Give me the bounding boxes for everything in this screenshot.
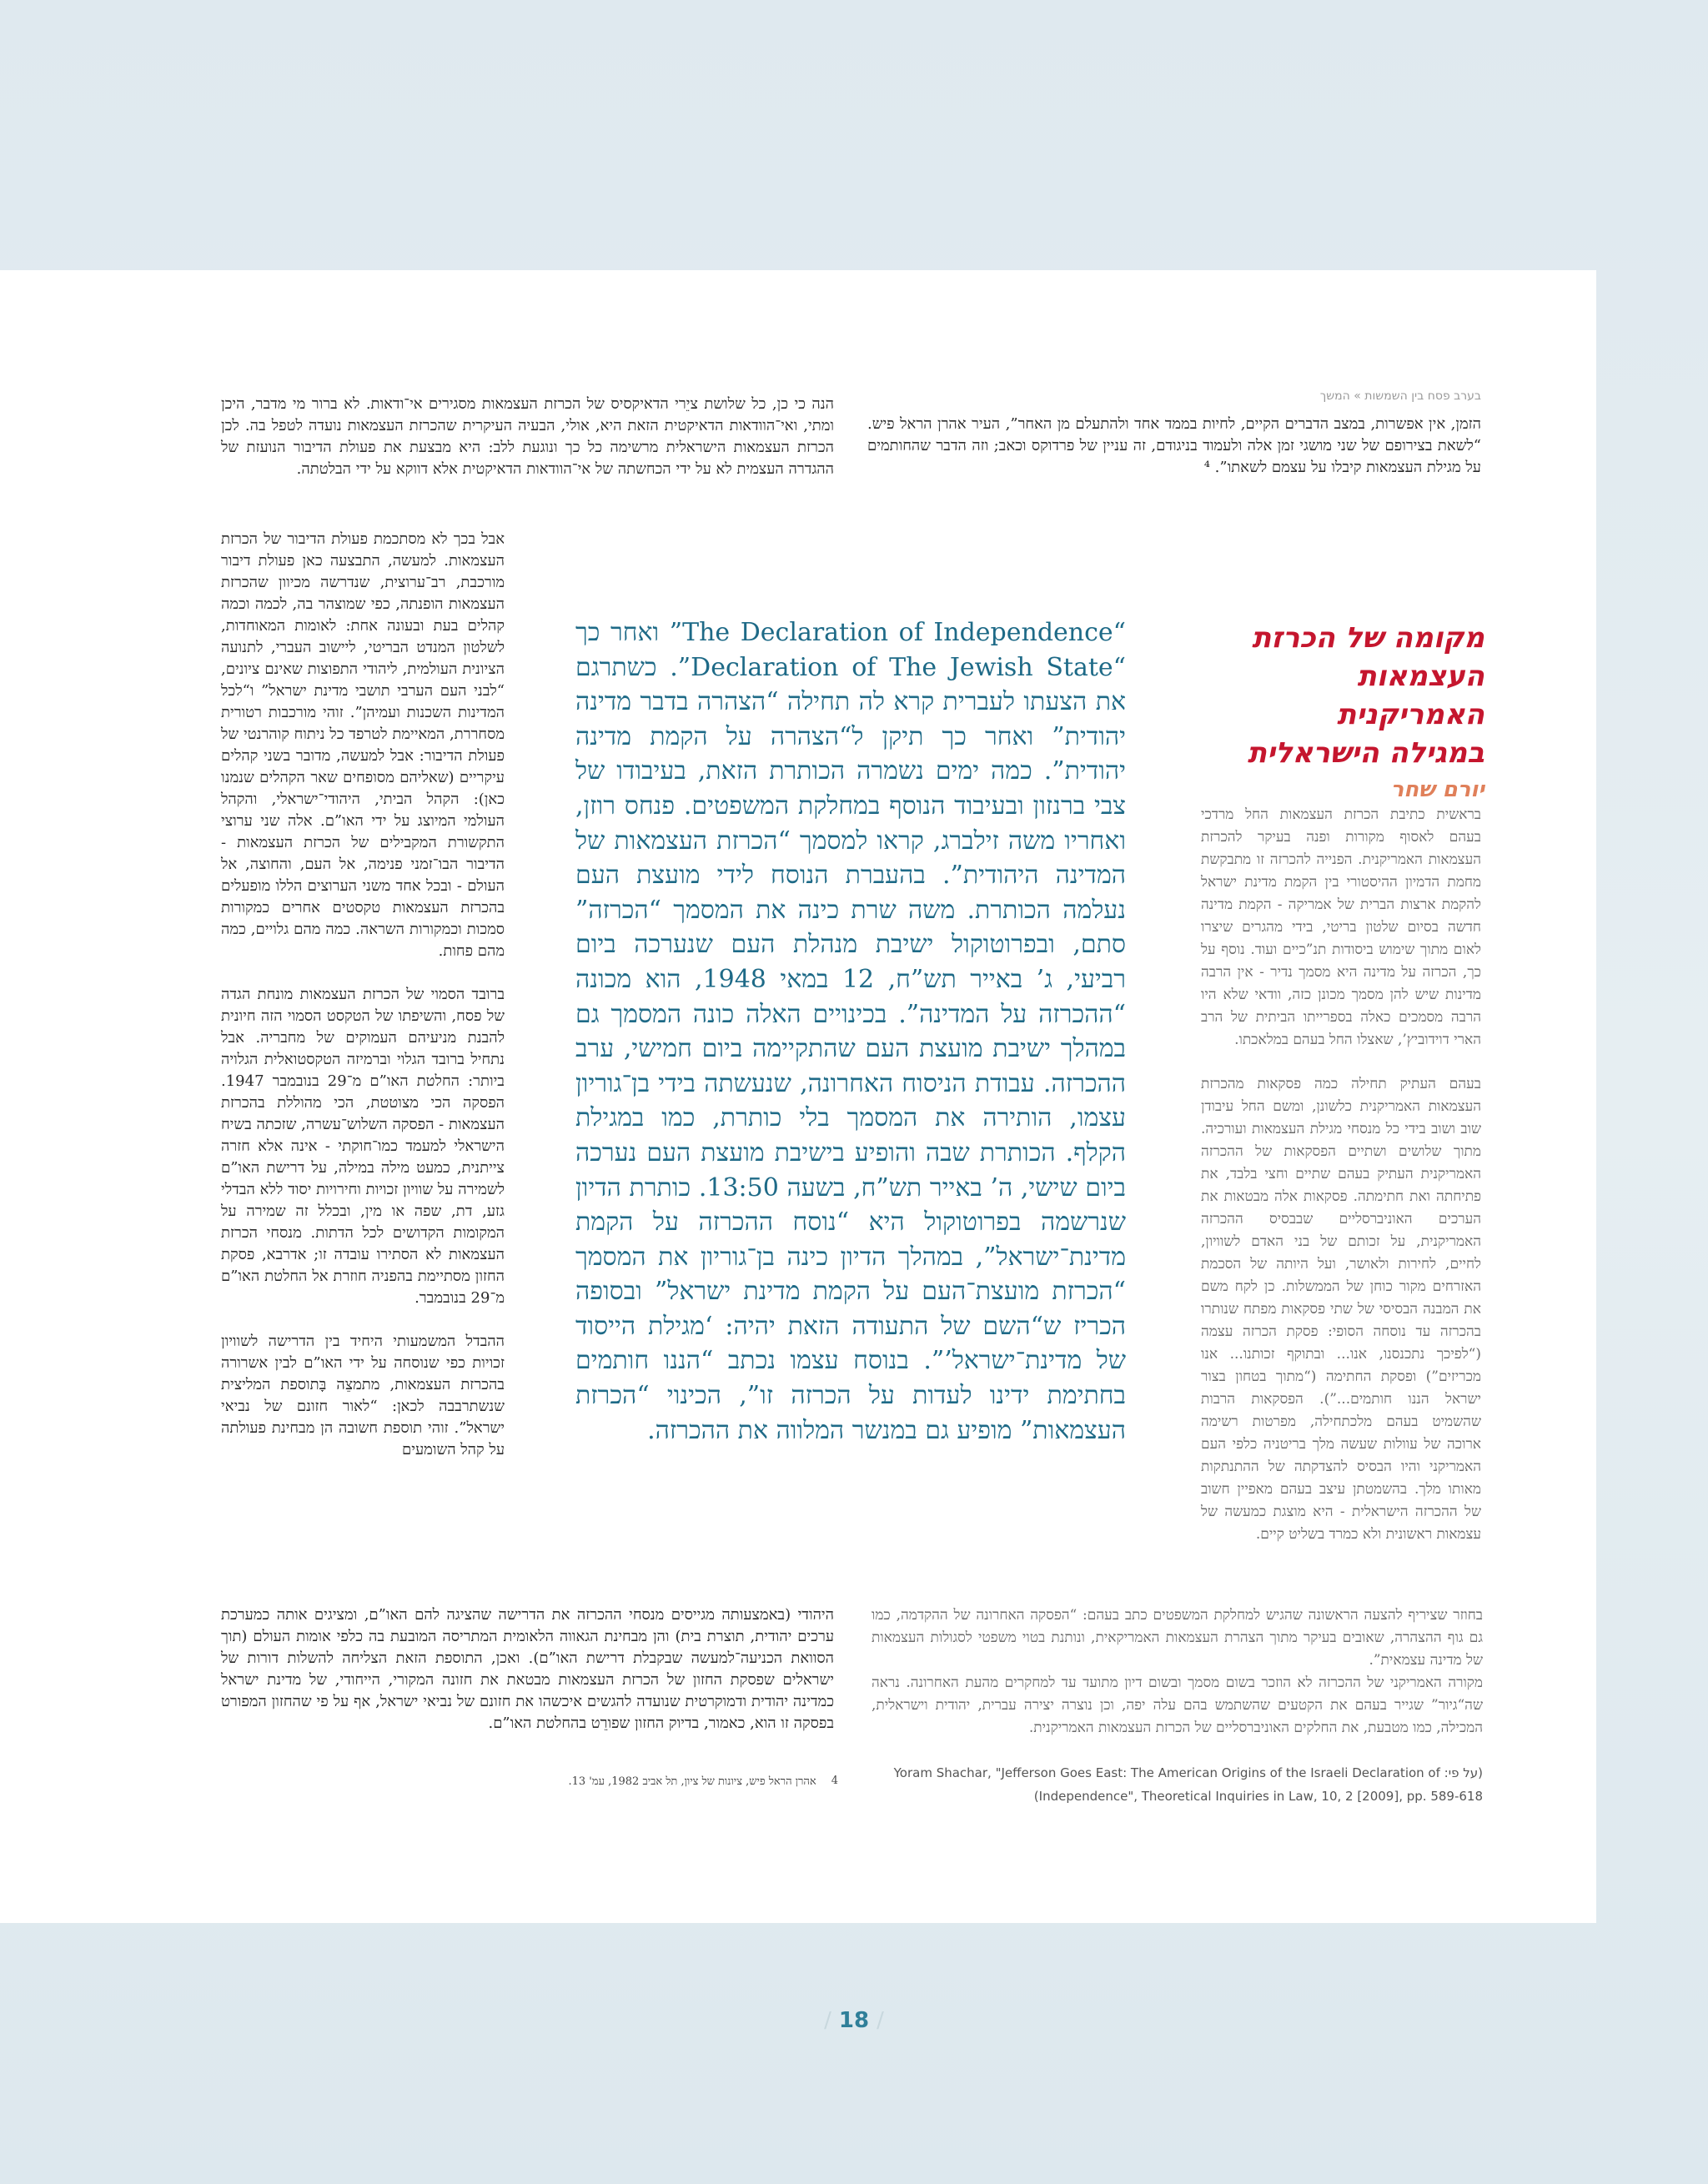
note-paragraph: בחוזר שציריף להצעה הראשונה שהגיש למחלקת המשפטים כתב בעהם: “הפסקה האחרונה של ההקדמה, כמו גם גוף ההצהרה, שאובים בעיקר מתוך הצהרת העצמאות האמריקאית, ונותנת בטוי משפטי לסגולות העצמאות של מדינה עצמאית”. bbox=[872, 1607, 1483, 1669]
bottom-left-paragraph: היהודי (באמצעותה מגייסים מנסחי ההכרזה את הדרישה שהציגה להם האו”ם, ומציגים אותה כמערכת ערכים יהודית, תוצרת בית) והן מבחינת הגאווה הלאומית המתריסה המובעת בה כלפי אומות העולם (תוך הסוואת הכניעה־למעשה שבקבלת דרישת האו”ם). ואכן, התוספת הזאת הצליחה להשלות דורות של ישראלים שפסקת החזון של הכרזת העצמאות מבטאת את חזונה המקורי, הייחודי, של מדינת ישראל כמדינה יהודית ודמוקרטית שנועדה להגשים איכשהו את חזונם של נביאי ישראל, אף על פי שהחזון המפורט בפסקה זו הוא, כאמור, בדיוק החזון שפורֵט בהחלטת האו”ם. bbox=[221, 1606, 834, 1732]
slash-decoration: / bbox=[877, 2008, 884, 2033]
source-note-line: Independence", Theoretical Inquiries in Law, 10, 2 [2009], pp. 589-618) bbox=[1033, 1789, 1483, 1804]
sidebar bbox=[1201, 619, 1484, 802]
sidebar-paragraph: בראשית כתיבת הכרזת העצמאות החל מרדכי בעהם לאסוף מקורות ופנה בעיקר להכרזת העצמאות האמריקנית. הפנייה להכרזה זו מתבקשת מחמת הדמיון ההיסטורי בין הקמת מדינת ישראל להקמת ארצות הברית של אמריקה - הקמת מדינה חדשה בסיום שלטון בריטי, בידי מהגרים שיצרו לאום מתוך שימוש ביסודות תנ”כיים ועוד. נוסף על כך, הכרזה על מדינה היא מסמך נדיר - אין הרבה מדינות שיש להן מסמך מכונן כזה, וודאי שלא היו הרבה מסמכים כאלה בספרייתו הביתית של הרב הארי דוידוביץ’, שאצלו החל בעהם במלאכתו. bbox=[1201, 806, 1481, 1048]
page-number: 18 bbox=[838, 2008, 870, 2033]
main-column bbox=[575, 615, 1126, 1448]
sidebar-author: יורם שחר bbox=[1390, 777, 1484, 802]
footnote bbox=[467, 1775, 838, 1788]
main-paragraph: “The Declaration of Independence” ואחר כך “Declaration of The Jewish State”. כשתרגם את הצעתו לעברית קרא לה תחילה “הצהרה בדבר מדינה יהודית” ואחר כך תיקן ל“הצהרה על הקמת מדינה יהודית”. כמה ימים נשמרה הכותרת הזאת, בעיבודו של צבי ברנזון ובעיבוד הנוסף במחלקת המשפטים. פנחס רוזן, ואחריו משה זילברג, קראו למסמך “הכרזת העצמאות של המדינה היהודית”. בהעברת הנוסח לידי מועצת העם נעלמה הכותרת. משה שרת כינה את המסמך “הכרזה” סתם, ובפרוטוקול ישיבת מנהלת העם שנערכה ביום רביעי, ג’ באייר תש”ח, 12 במאי 1948, הוא מכונה “ההכרזה על המדינה”. בכינויים האלה כונה המסמך גם במהלך ישיבת מועצת העם שהתקיימה ביום חמישי, ערב ההכרזה. עבודת הניסוח האחרונה, שנעשתה בידי בן־גוריון עצמו, הותירה את המסמך בלי כותרת, כמו במגילת הקלף. הכותרת שבה והופיע בישיבת מועצת העם נערכה ביום שישי, ה’ באייר תש”ח, בשעה 13:50. כותרת הדיון שנרשמה בפרוטוקול היא “נוסח ההכרזה על הקמת מדינת־ישראל”, במהלך הדיון כינה בן־גוריון את המסמך “הכרזת מועצת־העם על הקמת מדינת ישראל” ובסופה הכריז ש“השם של התעודה הזאת יהיה: ‘מגילת הייסוד של מדינת־ישראל’”. בנוסח עצמו נכתב “הננו חותמים בחתימת ידינו לעדות על הכרזה זו”, הכינוי “הכרזת העצמאות” מופיע גם במנשר המלווה את ההכרזה. bbox=[575, 618, 1127, 1445]
sidebar-body bbox=[1201, 804, 1481, 1546]
footnote-number: 4 bbox=[831, 1775, 838, 1787]
source-note-line: (על פי: Yoram Shachar, "Jefferson Goes East: The American Origins of the Israeli Declaration of bbox=[893, 1765, 1483, 1780]
left-paragraph: ההבדל המשמעותי היחיד בין הדרישה לשוויון זכויות כפי שנוסחה על ידי האו”ם לבין אשרורה בהכרזת העצמאות, מתמצֵה בָּתוספת המליצית שנשתרבבה לכאן: “לאור חזונם של נביאי ישראל”. זוהי תוספת חשובה הן מבחינת פעולתה על קהל השומעים bbox=[221, 1333, 505, 1459]
sidebar-title-line: מקומה של הכרזת bbox=[1252, 621, 1484, 655]
footnote-text: אהרן הראל פיש, ציונות של ציון, תל אביב 1982, עמ' 13. bbox=[568, 1775, 816, 1788]
top-right-paragraph: הזמן, אין אפשרות, במצב הדברים הקיים, לחיות בממד אחד ולהתעלם מן האחר”, העיר אהרן הראל פיש. “לשאת בצירופם של שני מושגי זמן אלה ולעמוד בניגודם, זה עניין של פרדוקס וכאב; וזה הדבר שהחותמים על מגילת העצמאות קיבלו על עצמם לשאתו”. ⁴ bbox=[867, 415, 1481, 476]
left-paragraph: ברובד הסמוי של הכרזת העצמאות מונחת הגדה של פסח, והשיפתו של הטקסט הסמוי הזה חיונית להבנת מניעיהם העמוקים של מחבריה. אבל נתחיל ברובד הגלוי וברמיזה הטקסטואלית הגלויה ביותר: החלטת האו”ם מ־29 בנובמבר 1947. הפסקה הכי מצוטטת, הכי מהוללת בהכרזת העצמאות - הפסקה השלוש־עשרה, שזכתה בשיח הישראלי למעמד כמו־חוקתי - אינה אלא חזרה צייתנית, כמעט מילה במילה, על דרישת האו”ם לשמירה על שוויון זכויות וחירויות יסוד ללא הבדלי גזע, דת, שפה או מין, ובכלל זה שמירה על המקומות הקדושים לכל הדתות. מנסחי הכרזת העצמאות לא הסתירו עובדה זו; אדרבא, פסקת החזון מסתיימת בהפניה חוזרת אל החלטת האו”ם מ־29 בנובמבר. bbox=[220, 986, 505, 1307]
sidebar-title bbox=[1201, 619, 1484, 772]
source-note bbox=[872, 1761, 1483, 1808]
document-page bbox=[0, 270, 1596, 1923]
left-paragraph: אבל בכך לא מסתכמת פעולת הדיבור של הכרזת העצמאות. למעשה, התבצעה כאן פעולת דיבור מורכבת, רב־ערוצית, שנדרשה מכיוון שהכרזת העצמאות הופנתה, כפי שמוצהר בה, לכמה וכמה קהלים בעת ובעונה אחת: לאומות המאוחדות, לשלטון המנדט הבריטי, ליישוב העברי, לתנועה הציונית העולמית, ליהודי התפוצות שאינם ציונים, “לבני העם הערבי תושבי מדינת ישראל” ו“לכל המדינות השכנות ועמיהן”. זוהי מורכבות רטורית מסחררת, המאיימת לטרפד כל ניתוח קוהרנטי של פעולת הדיבור: אבל למעשה, מדובר בשני קהלים עיקריים (שאליהם מסופחים שאר הקהלים שנמנו כאן): הקהל הביתי, היהודי־ישראלי, והקהל העולמי המיוצג על ידי האו”ם. אלה שני ערוצי התקשורת המקבילים של הכרזת העצמאות - הדיבור הבו־זמני פנימה, אל העם, והחוצה, אל העולם - ובכל אחד משני הערוצים הללו מופעלים בהכרזת העצמאות טקסטים אחרים כמקורות סמכות וכמקורות השראה. כמה מהם גלויים, כמה מהם פחות. bbox=[221, 530, 505, 960]
sidebar-paragraph: בעהם העתיק תחילה כמה פסקאות מהכרזת העצמאות האמריקנית כלשונן, ומשם החל עיבודן שוב ושוב בידי כל מנסחי מגילת העצמאות ועורכיה. מתוך שלושים ושתיים הפסקאות של ההכרזה האמריקנית העתיק בעהם שתיים וחצי בלבד, את פתיחתה ואת חתימתה. פסקאות אלה מבטאות את הערכים האוניברסליים שבבסיס ההכרזה האמריקנית, על זכותם של בני האדם לשוויון, לחיים, לחירות ולאושר, ועל היותה של הסכמת האזרחים מקור כוחן של הממשלות. כן לקח משם את המבנה הבסיסי של שתי פסקאות מפתח שנותרו בהכרזה עד נוסחה הסופי: פסקת הכרזה עצמה (“לפיכך נתכנסנו, אנו... ובתוקף זכותנו... אנו מכריזים”) ופסקת החתימה (“מתוך בטחון בצור ישראל הננו חותמים...”). הפסקאות הרבות שהשמיט בעהם מלכתחילה, מפרטות רשימה ארוכה של עוולות שעשה מלך בריטניה כלפי העם האמריקני והיו הבסיס להצדקתה של ההתנתקות מאותו מלך. בהשמטתן עיצב בעהם מאפיין חשוב של ההכרזה הישראלית - היא מוצגת כמעשה של עצמאות ראשונית ולא כמרד בשליט קיים. bbox=[1201, 1076, 1481, 1543]
sidebar-title-line: במגילה הישראלית bbox=[1247, 736, 1484, 770]
page-number-area bbox=[812, 2008, 896, 2033]
top-left-paragraph: הנה כי כן, כל שלושת ציֵרי הדאיקסיס של הכרזת העצמאות מסגירים אי־ודאות. לא ברור מי מדבר, היכן ומתי, ואי־הוודאות הדאיקטית הזאת היא, אולי, הבעיה העיקרית שהכרזת העצמאות נועדה לטפל בה. לכן הכרזת העצמאות הישראלית מרשימה כל כך ונוגעת ללב: היא מבצעת את פעולת הדיבור הנועזת של ההגדרה העצמית לא על ידי הכחשתה של אי־הוודאות הדאיקטית אלא דווקא על ידי הבלטתה. bbox=[221, 395, 834, 478]
left-column bbox=[221, 529, 505, 1461]
slash-decoration: / bbox=[824, 2008, 831, 2033]
bottom-right-note bbox=[872, 1604, 1483, 1740]
sidebar-title-line: העצמאות האמריקנית bbox=[1337, 660, 1484, 731]
note-paragraph: מקורה האמריקני של ההכרזה לא הוזכר בשום מסמך ובשום דיון מתועד עד למחקרים מהעת האחרונה. נראה שה“גיור” שגייר בעהם את הקטעים שהשתמש בהם עלה יפה, וכן נוצרה יצירה עברית, יהודית וישראלית, המכילה, כמו מטבעת, את החלקים האוניברסליים של הכרזת העצמאות האמריקנית. bbox=[872, 1674, 1483, 1736]
breadcrumb: בערב פסח בין השמשות » המשך bbox=[1319, 389, 1481, 403]
